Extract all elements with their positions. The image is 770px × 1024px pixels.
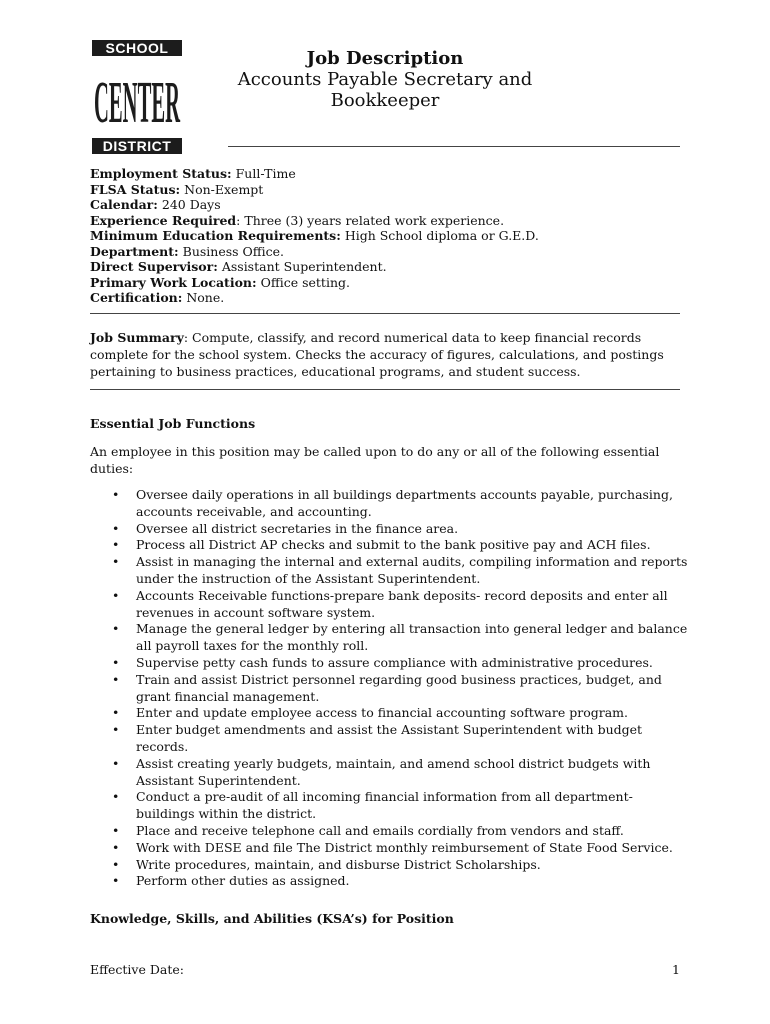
detail-label: Experience Required xyxy=(90,212,237,228)
bullet-icon: • xyxy=(112,554,120,570)
list-item: • Assist creating yearly budgets, maintain, and amend school district budgets with Assistant Superintendent. xyxy=(112,755,651,788)
summary-text: : Compute, classify, and record numerical data to keep financial records complete for the school system. Checks the accuracy of figures, calculations, and postings pertaining to business practices, educational programs, and student success. xyxy=(90,330,664,379)
essential-functions-heading: Essential Job Functions xyxy=(90,416,256,431)
job-title-line2: Bookkeeper xyxy=(330,90,440,111)
detail-value: None. xyxy=(182,290,225,305)
detail-value: Business Office. xyxy=(178,243,285,259)
summary-label: Job Summary xyxy=(90,330,184,345)
job-summary xyxy=(90,329,690,380)
bullet-icon: • xyxy=(112,621,120,637)
essential-functions-list xyxy=(90,487,690,890)
essential-functions-intro: An employee in this position may be called upon to do any or all of the following essential duties: xyxy=(90,444,660,476)
document-title: Job Description xyxy=(306,48,464,69)
list-item: • Oversee all district secretaries in the finance area. xyxy=(112,520,459,536)
job-title-line1: Accounts Payable Secretary and xyxy=(237,69,533,90)
detail-value: Office setting. xyxy=(256,274,350,290)
bullet-icon: • xyxy=(112,839,120,855)
detail-calendar xyxy=(90,197,221,213)
detail-label: Department: xyxy=(90,243,179,259)
logo-center-text: CENTER xyxy=(93,69,181,136)
effective-date-label: Effective Date: xyxy=(90,962,184,977)
logo-center-wordmark xyxy=(92,56,182,138)
list-item: • Process all District AP checks and submit to the bank positive pay and ACH files. xyxy=(112,537,651,553)
bullet-icon: • xyxy=(112,856,120,872)
section-divider xyxy=(90,313,680,314)
list-item: • Supervise petty cash funds to assure compliance with administrative procedures. xyxy=(112,654,653,670)
bullet-icon: • xyxy=(112,755,120,771)
logo-bottom-text: DISTRICT xyxy=(92,138,182,154)
detail-label: Primary Work Location: xyxy=(90,274,257,290)
detail-value: Assistant Superintendent. xyxy=(217,259,387,274)
detail-label: Calendar: xyxy=(90,197,158,212)
list-item: • Conduct a pre-audit of all incoming financial information from all department-buildings within the district. xyxy=(112,789,633,822)
school-district-logo xyxy=(92,40,182,154)
section-divider xyxy=(90,389,680,390)
list-item: • Write procedures, maintain, and disburse District Scholarships. xyxy=(112,856,541,872)
detail-label: Direct Supervisor: xyxy=(90,259,218,274)
detail-value: 240 Days xyxy=(157,197,221,212)
detail-certification xyxy=(90,290,224,306)
detail-value: : Three (3) years related work experience. xyxy=(236,212,505,228)
bullet-icon: • xyxy=(112,671,120,687)
detail-value: Non-Exempt xyxy=(180,181,264,197)
detail-education xyxy=(90,228,539,244)
detail-label: Employment Status: xyxy=(90,166,232,181)
bullet-icon: • xyxy=(112,705,120,721)
detail-flsa-status xyxy=(90,182,263,198)
page-number: 1 xyxy=(672,962,680,977)
detail-label: Certification: xyxy=(90,290,183,305)
bullet-icon: • xyxy=(112,487,120,502)
list-item: • Enter budget amendments and assist the Assistant Superintendent with budget records. xyxy=(112,722,643,754)
bullet-icon: • xyxy=(112,873,120,889)
logo-middle xyxy=(92,56,182,138)
list-item: • Work with DESE and file The District monthly reimbursement of State Food Service. xyxy=(112,839,673,855)
bullet-icon: • xyxy=(112,722,120,738)
detail-employment-status xyxy=(90,166,296,182)
logo-top-text: SCHOOL xyxy=(92,40,182,56)
detail-experience xyxy=(90,213,504,229)
detail-value: High School diploma or G.E.D. xyxy=(340,228,539,243)
header-divider xyxy=(228,146,680,147)
detail-department xyxy=(90,244,284,260)
list-item: • Perform other duties as assigned. xyxy=(112,873,350,889)
bullet-icon: • xyxy=(112,789,120,805)
bullet-icon: • xyxy=(112,537,120,553)
list-item: • Oversee daily operations in all buildings departments accounts payable, purchasing, accounts receivable, and accounting. xyxy=(112,487,673,519)
list-item: • Assist in managing the internal and external audits, compiling information and reports under the instruction of the Assistant Superintendent. xyxy=(112,554,688,586)
list-item: • Place and receive telephone call and emails cordially from vendors and staff. xyxy=(112,822,624,838)
bullet-icon: • xyxy=(112,822,120,838)
bullet-icon: • xyxy=(112,654,120,670)
ksa-heading: Knowledge, Skills, and Abilities (KSA’s) for Position xyxy=(90,911,454,926)
detail-work-location xyxy=(90,275,350,291)
detail-supervisor xyxy=(90,259,387,275)
list-item: • Manage the general ledger by entering all transaction into general ledger and balance all payroll taxes for the monthly roll. xyxy=(112,621,688,654)
list-item: • Train and assist District personnel regarding good business practices, budget, and grant financial management. xyxy=(112,671,662,704)
bullet-icon: • xyxy=(112,587,120,603)
bullet-icon: • xyxy=(112,520,120,536)
detail-value: Full-Time xyxy=(231,166,296,181)
list-item: • Accounts Receivable functions-prepare bank deposits- record deposits and enter all revenues in account software system. xyxy=(112,587,668,620)
detail-label: Minimum Education Requirements: xyxy=(90,228,341,243)
list-item: • Enter and update employee access to financial accounting software program. xyxy=(112,705,628,721)
detail-label: FLSA Status: xyxy=(90,181,181,197)
